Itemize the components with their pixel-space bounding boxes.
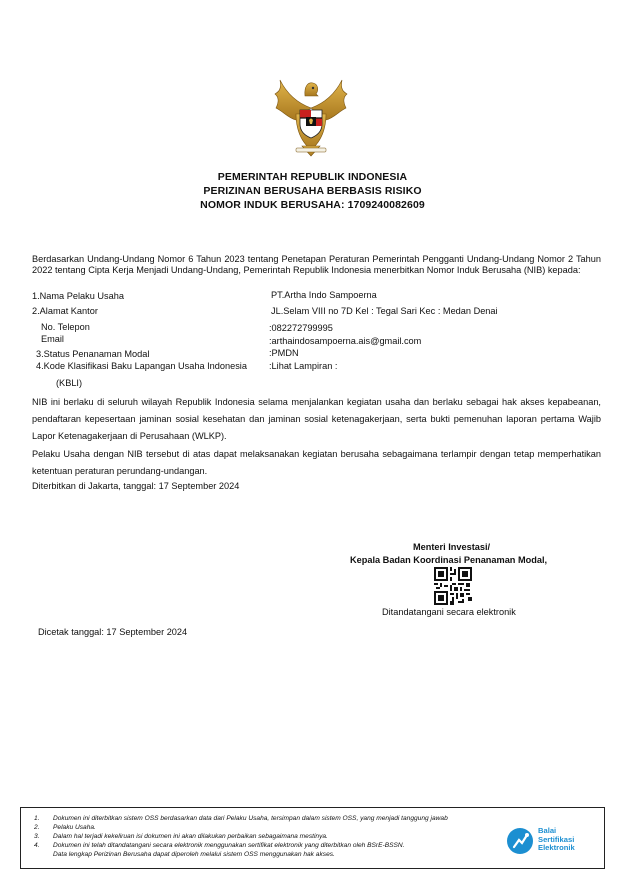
document-title-line1: PEMERINTAH REPUBLIK INDONESIA [217, 171, 408, 183]
footer-note: Data lengkap Perizinan Berusaha dapat diperoleh melalui sistem OSS menggunakan hak akses. [53, 851, 335, 858]
garuda-emblem-icon [272, 74, 350, 158]
qr-code-icon [434, 567, 472, 605]
signer-title-1: Menteri Investasi/ [413, 542, 491, 552]
nib-validity-paragraph: NIB ini berlaku di seluruh wilayah Republik Indonesia selama menjalankan kegiatan usaha dan berlaku sebagai hak akses kepabeanan, pendaftaran kepesertaan jaminan sosial kesehatan dan jaminan sosial ketenagakerjaan, serta bukti pemenuhan laporan pertama Wajib Lapor Ketenagakerjaan di Perusahaan (WLKP). [32, 397, 601, 441]
electronic-signature-note: Ditandatangani secara elektronik [382, 607, 516, 617]
document-title-line2: PERIZINAN BERUSAHA BERBASIS RISIKO [203, 185, 422, 197]
kbli-value: :Lihat Lampiran : [269, 361, 338, 371]
nama-label: 1.Nama Pelaku Usaha [32, 291, 124, 301]
footer-box [20, 807, 605, 869]
alamat-label: 2.Alamat Kantor [32, 306, 98, 316]
issued-date: Diterbitkan di Jakarta, tanggal: 17 September 2024 [32, 481, 240, 491]
footer-note: 4. Dokumen ini telah ditandatangani secara elektronik menggunakan sertifikat elektronik yang diterbitkan oleh BSrE-BSSN. [34, 842, 405, 849]
status-value: :PMDN [269, 348, 299, 358]
nama-value: PT.Artha Indo Sampoerna [271, 290, 377, 300]
bsre-label: Balai Sertifikasi Elektronik [538, 826, 575, 853]
footer-note: 2. Pelaku Usaha. [34, 824, 96, 831]
footer-note: 1. Dokumen ini diterbitkan sistem OSS berdasarkan data dari Pelaku Usaha, tersimpan dalam sistem OSS, yang menjadi tanggung jawab [34, 815, 448, 822]
footer-note: 3. Dalam hal terjadi kekeliruan isi dokumen ini akan dilakukan perbaikan sebagaimana mestinya. [34, 833, 328, 840]
email-value: :arthaindosampoerna.ais@gmail.com [269, 336, 422, 346]
footer-notes [34, 814, 524, 859]
kbli-label-abbrev: (KBLI) [56, 378, 83, 388]
intro-paragraph: Berdasarkan Undang-Undang Nomor 6 Tahun 2023 tentang Penetapan Peraturan Pemerintah Pengganti Undang-Undang Nomor 2 Tahun 2022 tentang Cipta Kerja Menjadi Undang-Undang, Pemerintah Republik Indonesia menerbitkan Nomor Induk Berusaha (NIB) kepada: [32, 254, 601, 275]
printed-date: Dicetak tanggal: 17 September 2024 [38, 627, 188, 637]
activity-paragraph: Pelaku Usaha dengan NIB tersebut di atas dapat melaksanakan kegiatan berusaha sebagaimana terlampir dengan tetap memperhatikan ketentuan peraturan perundang-undangan. [32, 449, 601, 476]
signer-title-2: Kepala Badan Koordinasi Penanaman Modal, [350, 555, 548, 565]
email-label: Email [41, 334, 64, 344]
bsre-logo-icon [505, 826, 535, 856]
nib-number-title: NOMOR INDUK BERUSAHA: 1709240082609 [200, 199, 425, 211]
telepon-value: :082272799995 [269, 323, 333, 333]
status-label: 3.Status Penanaman Modal [36, 349, 150, 359]
kbli-label: 4.Kode Klasifikasi Baku Lapangan Usaha Indonesia [36, 361, 247, 371]
telepon-label: No. Telepon [41, 322, 90, 332]
alamat-value: JL.Selam VIII no 7D Kel : Tegal Sari Kec : Medan Denai [271, 306, 498, 316]
